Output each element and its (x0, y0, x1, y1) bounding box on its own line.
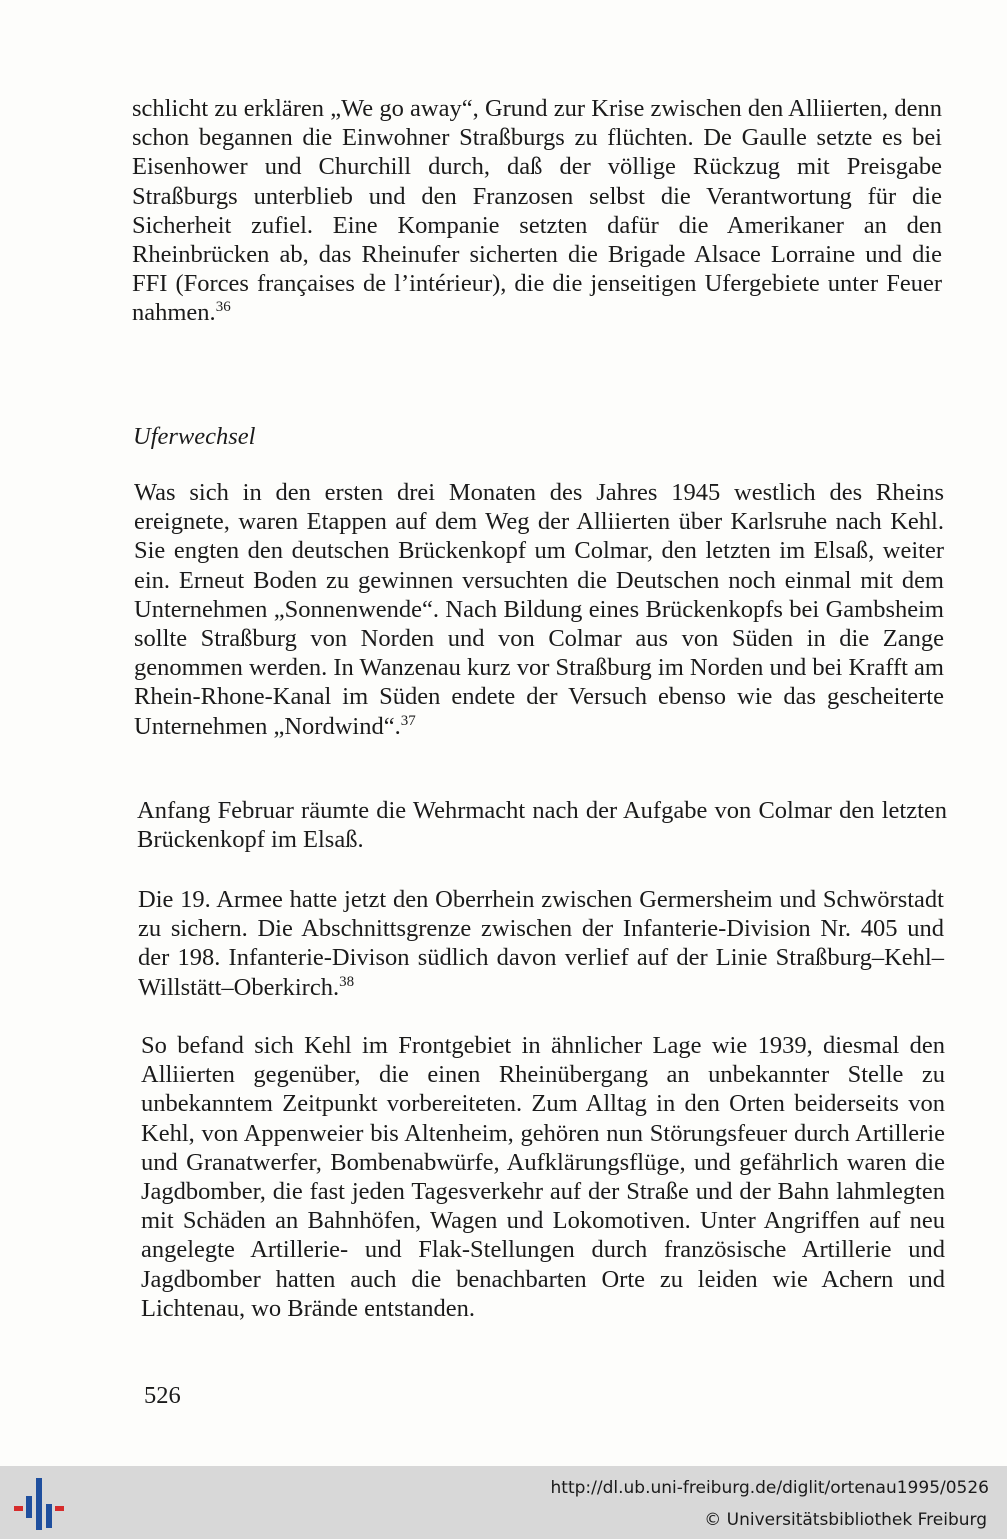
copyright-notice: © Universitätsbibliothek Freiburg (704, 1510, 987, 1530)
footnote-marker: 38 (339, 973, 355, 990)
paragraph (137, 796, 947, 854)
paragraph-text: Was sich in den ersten drei Monaten des Jahres 1945 westlich des Rheins ereignete, waren Etappen auf dem Weg der Alliierten über Karlsruhe nach Kehl. Sie engten den deutschen Brückenkopf um Colmar, den letzten im Elsaß, weiter ein. Erneut Boden zu gewinnen versuchten die Deutschen noch einmal mit dem Unternehmen „Sonnenwende“. Nach Bildung eines Brückenkopfs bei Gambsheim sollte Straßburg von Norden und von Colmar aus von Süden in die Zange genommen werden. In Wanzenau kurz vor Straßburg im Norden und bei Krafft am Rhein-Rhone-Kanal im Süden endete der Versuch ebenso wie das gescheiterte Unternehmen „Nordwind“. (134, 479, 944, 740)
paragraph (141, 1031, 945, 1323)
section-heading: Uferwechsel (133, 423, 256, 450)
paragraph (138, 885, 944, 1002)
page-number: 526 (144, 1382, 181, 1409)
ub-freiburg-logo-icon (14, 1478, 64, 1530)
paragraph-text: Anfang Februar räumte die Wehrmacht nach der Aufgabe von Colmar den letzten Brückenkopf im Elsaß. (137, 797, 947, 854)
footnote-marker: 37 (400, 712, 416, 729)
footer-bar (0, 1466, 1007, 1539)
paragraph (134, 478, 944, 741)
paragraph-text: schlicht zu erklären „We go away“, Grund zur Krise zwischen den Alliierten, denn schon begannen die Einwohner Straßburgs zu flüchten. De Gaulle setzte es bei Eisenhower und Churchill durch, daß der völlige Rückzug mit Preisgabe Straßburgs unterblieb und den Franzosen selbst die Verantwortung für die Sicherheit zufiel. Eine Kompanie setzten dafür die Amerikaner an den Rheinbrücken ab, das Rheinufer sicherten die Brigade Alsace Lorraine und die FFI (Forces françaises de l’intérieur), die die jenseitigen Ufergebiete unter Feuer nahmen. (132, 95, 942, 327)
paragraph (132, 94, 942, 328)
paragraph-text: So befand sich Kehl im Frontgebiet in ähnlicher Lage wie 1939, diesmal den Alliierten gegenüber, die einen Rheinübergang an unbekannter Stelle zu unbekanntem Zeitpunkt vorbereiteten. Zum Alltag in den Orten beiderseits von Kehl, von Appenweier bis Altenheim, gehören nun Störungsfeuer durch Artillerie und Granatwerfer, Bombenabwürfe, Aufklärungsflüge, und gefährlich waren die Jagdbomber, die fast jeden Tagesverkehr auf der Straße und der Bahn lahmlegten mit Schäden an Bahnhöfen, Wagen und Lokomotiven. Unter Angriffen auf neu angelegte Artillerie- und Flak-Stellungen durch französische Artillerie und Jagdbomber hatten auch die benachbarten Orte zu leiden wie Achern und Lichtenau, wo Brände entstanden. (141, 1032, 945, 1322)
paragraph-text: Die 19. Armee hatte jetzt den Oberrhein zwischen Germersheim und Schwörstadt zu sichern. Die Abschnittsgrenze zwischen der Infanterie-Division Nr. 405 und der 198. Infanterie-Divison südlich davon verlief auf der Linie Straßburg–Kehl–Willstätt–Oberkirch. (138, 886, 944, 1001)
footnote-marker: 36 (215, 299, 231, 316)
source-url-link[interactable]: http://dl.ub.uni-freiburg.de/diglit/ortenau1995/0526 (550, 1478, 989, 1498)
